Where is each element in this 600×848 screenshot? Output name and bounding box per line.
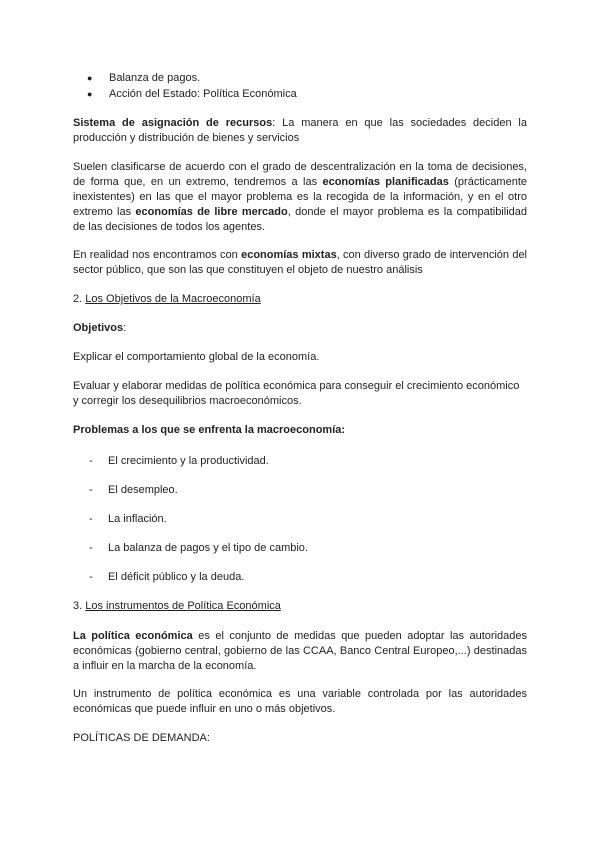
- bullet-item: ● Acción del Estado: Política Económica: [87, 88, 297, 100]
- dash-icon: -: [89, 455, 93, 467]
- politicas-demanda-heading: POLÍTICAS DE DEMANDA:: [73, 732, 210, 744]
- dash-icon: -: [89, 542, 93, 554]
- bullet-item: ● Balanza de pagos.: [87, 72, 201, 84]
- paragraph-objetivo-1: Explicar el comportamiento global de la economía.: [73, 351, 320, 363]
- bullet-icon: ●: [87, 89, 93, 99]
- problemas-heading: Problemas a los que se enfrenta la macroeconomía:: [73, 424, 346, 436]
- dash-icon: -: [89, 571, 93, 583]
- paragraph-instrumento: Un instrumento de política económica es una variable controlada por las autoridades económicas que puede influir en uno o más objetivos.: [73, 688, 527, 715]
- objetivos-heading: Objetivos:: [73, 322, 127, 334]
- paragraph-politica: La política económica es el conjunto de medidas que pueden adoptar las autoridades económicas (gobierno central, gobierno de las CCAA, Banco Central Europeo,...) destinadas a influir en la marcha de la economía.: [73, 630, 528, 672]
- section-heading-objetivos: 2. Los Objetivos de la Macroeconomía: [73, 293, 261, 305]
- paragraph-sistema: Sistema de asignación de recursos: La manera en que las sociedades deciden la producción y distribución de bienes y servicios: [73, 117, 527, 144]
- bullet-list: [73, 71, 527, 103]
- dash-icon: -: [89, 484, 93, 496]
- dash-icon: -: [89, 513, 93, 525]
- section-heading-instrumentos: 3. Los instrumentos de Política Económica: [73, 600, 281, 612]
- paragraph-mixtas: En realidad nos encontramos con economías mixtas, con diverso grado de intervención del sector público, que son las que constituyen el objeto de nuestro análisis: [73, 249, 528, 276]
- bullet-icon: ●: [87, 73, 93, 83]
- paragraph-objetivo-2: Evaluar y elaborar medidas de política económica para conseguir el crecimiento económico y corregir los desequilibrios macroeconómicos.: [73, 380, 520, 407]
- paragraph-clasificacion: Suelen clasificarse de acuerdo con el grado de descentralización en la toma de decisiones, de forma que, en un extremo, tendremos a las economías planificadas (prácticamente inexistentes) en las que el mayor problema es la recogida de la información, y en el otro extremo las economías de libre mercado, donde el mayor problema es la compatibilidad de las decisiones de todos los agentes.: [73, 161, 528, 233]
